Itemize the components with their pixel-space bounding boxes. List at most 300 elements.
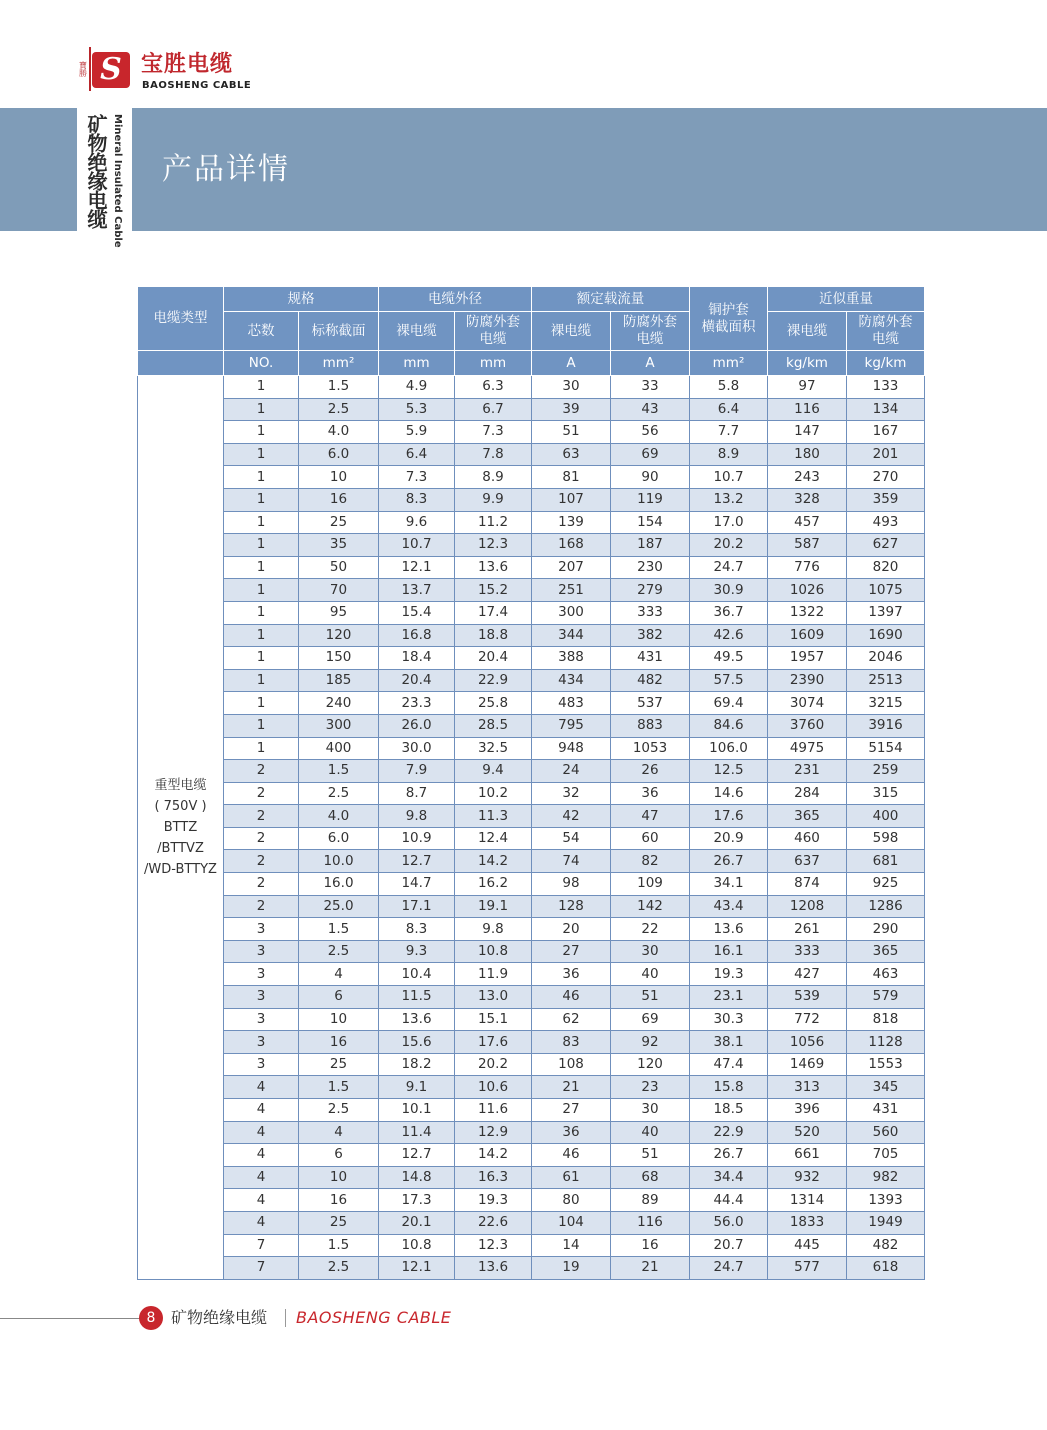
table-cell: 6 xyxy=(299,1144,379,1167)
table-cell: 24 xyxy=(532,760,611,783)
table-cell: 270 xyxy=(847,466,925,489)
table-cell: 11.2 xyxy=(455,511,532,534)
table-cell: 82 xyxy=(611,850,690,873)
table-cell: 3215 xyxy=(847,692,925,715)
table-row xyxy=(138,1008,925,1031)
table-cell: 2046 xyxy=(847,647,925,670)
table-cell: 56 xyxy=(611,421,690,444)
table-cell: 1 xyxy=(224,624,299,647)
table-cell: 15.1 xyxy=(455,1008,532,1031)
table-row xyxy=(138,827,925,850)
table-cell: 16.2 xyxy=(455,873,532,896)
table-cell: 1 xyxy=(224,443,299,466)
table-cell: 24.7 xyxy=(690,1257,768,1280)
table-row xyxy=(138,601,925,624)
table-cell: 1 xyxy=(224,692,299,715)
header-copper-sheath-line2: 横截面积 xyxy=(701,318,756,335)
table-cell: 17.6 xyxy=(690,805,768,828)
table-cell: 19.3 xyxy=(455,1189,532,1212)
table-cell: 92 xyxy=(611,1031,690,1054)
table-cell: 3074 xyxy=(768,692,847,715)
table-cell: 70 xyxy=(299,579,379,602)
table-cell: 147 xyxy=(768,421,847,444)
table-cell: 19 xyxy=(532,1257,611,1280)
table-cell: 883 xyxy=(611,714,690,737)
table-cell: 251 xyxy=(532,579,611,602)
footer-separator xyxy=(285,1309,286,1327)
table-cell: 2.5 xyxy=(299,1257,379,1280)
table-cell: 1 xyxy=(224,398,299,421)
table-cell: 315 xyxy=(847,782,925,805)
table-row xyxy=(138,873,925,896)
table-cell: 32 xyxy=(532,782,611,805)
unit-cell: kg/km xyxy=(847,351,925,376)
table-cell: 577 xyxy=(768,1257,847,1280)
table-cell: 4 xyxy=(299,963,379,986)
table-cell: 463 xyxy=(847,963,925,986)
table-cell: 14.2 xyxy=(455,1144,532,1167)
table-cell: 139 xyxy=(532,511,611,534)
table-cell: 10.7 xyxy=(690,466,768,489)
table-cell: 4975 xyxy=(768,737,847,760)
table-cell: 598 xyxy=(847,827,925,850)
table-cell: 482 xyxy=(847,1234,925,1257)
table-cell: 400 xyxy=(847,805,925,828)
table-cell: 20.9 xyxy=(690,827,768,850)
unit-cell: A xyxy=(532,351,611,376)
table-cell: 9.1 xyxy=(379,1076,455,1099)
table-cell: 30 xyxy=(611,940,690,963)
table-cell: 20.4 xyxy=(379,669,455,692)
unit-cell: mm xyxy=(455,351,532,376)
table-cell: 13.6 xyxy=(455,1257,532,1280)
table-cell: 16 xyxy=(611,1234,690,1257)
table-cell: 3760 xyxy=(768,714,847,737)
table-cell: 22.6 xyxy=(455,1211,532,1234)
table-cell: 4.0 xyxy=(299,805,379,828)
table-cell: 11.4 xyxy=(379,1121,455,1144)
table-cell: 2 xyxy=(224,895,299,918)
table-cell: 167 xyxy=(847,421,925,444)
table-cell: 10 xyxy=(299,466,379,489)
table-row xyxy=(138,1189,925,1212)
table-cell: 17.1 xyxy=(379,895,455,918)
table-row xyxy=(138,714,925,737)
table-cell: 579 xyxy=(847,986,925,1009)
table-row xyxy=(138,1121,925,1144)
table-cell: 2.5 xyxy=(299,398,379,421)
table-cell: 10 xyxy=(299,1166,379,1189)
table-row xyxy=(138,398,925,421)
table-cell: 10.8 xyxy=(379,1234,455,1257)
table-cell: 7.7 xyxy=(690,421,768,444)
logo-seal-text: 寶勝 xyxy=(78,61,88,77)
table-row xyxy=(138,466,925,489)
table-cell: 9.3 xyxy=(379,940,455,963)
table-cell: 133 xyxy=(847,376,925,399)
table-cell: 23.1 xyxy=(690,986,768,1009)
table-cell: 1053 xyxy=(611,737,690,760)
table-cell: 7.9 xyxy=(379,760,455,783)
table-cell: 104 xyxy=(532,1211,611,1234)
table-cell: 12.3 xyxy=(455,534,532,557)
table-cell: 10.7 xyxy=(379,534,455,557)
table-cell: 1075 xyxy=(847,579,925,602)
table-cell: 23 xyxy=(611,1076,690,1099)
spec-table xyxy=(137,286,925,1280)
table-row xyxy=(138,511,925,534)
cable-type-line: /WD-BTTYZ xyxy=(144,861,217,877)
table-cell: 328 xyxy=(768,488,847,511)
table-cell: 4 xyxy=(224,1076,299,1099)
table-cell: 25.0 xyxy=(299,895,379,918)
table-cell: 17.0 xyxy=(690,511,768,534)
header-bare-cable-diameter: 裸电缆 xyxy=(379,312,455,351)
table-cell: 44.4 xyxy=(690,1189,768,1212)
table-cell: 3 xyxy=(224,1008,299,1031)
table-cell: 43.4 xyxy=(690,895,768,918)
table-cell: 1393 xyxy=(847,1189,925,1212)
table-row xyxy=(138,669,925,692)
table-cell: 1322 xyxy=(768,601,847,624)
table-cell: 25 xyxy=(299,1053,379,1076)
table-cell: 445 xyxy=(768,1234,847,1257)
table-cell: 18.2 xyxy=(379,1053,455,1076)
table-cell: 396 xyxy=(768,1099,847,1122)
table-cell: 284 xyxy=(768,782,847,805)
table-cell: 1690 xyxy=(847,624,925,647)
table-cell: 80 xyxy=(532,1189,611,1212)
unit-cell: NO. xyxy=(224,351,299,376)
table-cell: 134 xyxy=(847,398,925,421)
table-cell: 333 xyxy=(768,940,847,963)
table-cell: 6.4 xyxy=(690,398,768,421)
table-cell: 61 xyxy=(532,1166,611,1189)
table-cell: 36.7 xyxy=(690,601,768,624)
table-cell: 34.1 xyxy=(690,873,768,896)
table-cell: 460 xyxy=(768,827,847,850)
table-cell: 8.7 xyxy=(379,782,455,805)
table-cell: 14.6 xyxy=(690,782,768,805)
table-cell: 108 xyxy=(532,1053,611,1076)
table-cell: 43 xyxy=(611,398,690,421)
table-cell: 333 xyxy=(611,601,690,624)
table-cell: 6.0 xyxy=(299,827,379,850)
table-cell: 26 xyxy=(611,760,690,783)
table-cell: 279 xyxy=(611,579,690,602)
header-outer-diameter: 电缆外径 xyxy=(379,287,532,312)
brand-logo-icon xyxy=(92,52,130,88)
footer-divider xyxy=(0,1318,140,1319)
table-cell: 36 xyxy=(611,782,690,805)
table-cell: 201 xyxy=(847,443,925,466)
table-cell: 1026 xyxy=(768,579,847,602)
table-cell: 13.7 xyxy=(379,579,455,602)
table-cell: 9.8 xyxy=(455,918,532,941)
table-cell: 4 xyxy=(224,1121,299,1144)
table-cell: 49.5 xyxy=(690,647,768,670)
table-row xyxy=(138,850,925,873)
table-cell: 1609 xyxy=(768,624,847,647)
table-cell: 10.8 xyxy=(455,940,532,963)
table-cell: 10 xyxy=(299,1008,379,1031)
table-cell: 10.1 xyxy=(379,1099,455,1122)
table-cell: 300 xyxy=(532,601,611,624)
table-cell: 261 xyxy=(768,918,847,941)
table-row xyxy=(138,1031,925,1054)
table-cell: 14 xyxy=(532,1234,611,1257)
table-cell: 180 xyxy=(768,443,847,466)
table-cell: 3 xyxy=(224,963,299,986)
table-row xyxy=(138,782,925,805)
table-row xyxy=(138,376,925,399)
header-sheathed-line2: 电缆 xyxy=(636,331,664,347)
table-row xyxy=(138,421,925,444)
table-cell: 16.0 xyxy=(299,873,379,896)
table-cell: 818 xyxy=(847,1008,925,1031)
table-row xyxy=(138,443,925,466)
table-cell: 60 xyxy=(611,827,690,850)
table-cell: 12.3 xyxy=(455,1234,532,1257)
table-cell: 69 xyxy=(611,1008,690,1031)
table-cell: 1957 xyxy=(768,647,847,670)
table-cell: 20.7 xyxy=(690,1234,768,1257)
table-cell: 98 xyxy=(532,873,611,896)
table-cell: 142 xyxy=(611,895,690,918)
header-bare-cable-weight: 裸电缆 xyxy=(768,312,847,351)
table-cell: 9.9 xyxy=(455,488,532,511)
table-cell: 290 xyxy=(847,918,925,941)
table-cell: 1 xyxy=(224,466,299,489)
table-cell: 344 xyxy=(532,624,611,647)
table-cell: 207 xyxy=(532,556,611,579)
table-cell: 365 xyxy=(847,940,925,963)
table-cell: 230 xyxy=(611,556,690,579)
table-cell: 681 xyxy=(847,850,925,873)
table-cell: 46 xyxy=(532,986,611,1009)
table-cell: 1833 xyxy=(768,1211,847,1234)
table-cell: 107 xyxy=(532,488,611,511)
header-sheathed-line1: 防腐外套 xyxy=(466,314,520,330)
table-cell: 1397 xyxy=(847,601,925,624)
table-cell: 119 xyxy=(611,488,690,511)
table-row xyxy=(138,940,925,963)
table-cell: 50 xyxy=(299,556,379,579)
table-row xyxy=(138,805,925,828)
table-cell: 12.7 xyxy=(379,1144,455,1167)
table-row xyxy=(138,1257,925,1280)
table-cell: 18.8 xyxy=(455,624,532,647)
table-cell: 19.3 xyxy=(690,963,768,986)
table-cell: 17.3 xyxy=(379,1189,455,1212)
table-cell: 13.6 xyxy=(690,918,768,941)
table-cell: 948 xyxy=(532,737,611,760)
table-cell: 30 xyxy=(611,1099,690,1122)
cable-type-line: /BTTVZ xyxy=(157,840,204,856)
table-cell: 14.7 xyxy=(379,873,455,896)
header-nominal-section: 标称截面 xyxy=(299,312,379,351)
header-bare-cable-current: 裸电缆 xyxy=(532,312,611,351)
table-cell: 12.5 xyxy=(690,760,768,783)
table-row xyxy=(138,534,925,557)
units-row xyxy=(138,351,925,376)
table-cell: 705 xyxy=(847,1144,925,1167)
header-cores: 芯数 xyxy=(224,312,299,351)
table-cell: 12.1 xyxy=(379,1257,455,1280)
brand-name-cn: 宝胜电缆 xyxy=(141,52,234,77)
table-cell: 7 xyxy=(224,1234,299,1257)
table-cell: 313 xyxy=(768,1076,847,1099)
cable-type-line: 重型电缆 xyxy=(154,777,207,793)
table-cell: 16 xyxy=(299,488,379,511)
table-cell: 1 xyxy=(224,714,299,737)
table-cell: 932 xyxy=(768,1166,847,1189)
table-cell: 1314 xyxy=(768,1189,847,1212)
table-cell: 4.9 xyxy=(379,376,455,399)
header-copper-sheath-line1: 铜护套 xyxy=(708,301,749,318)
logo-seal xyxy=(77,47,91,91)
table-cell: 11.5 xyxy=(379,986,455,1009)
table-cell: 1.5 xyxy=(299,376,379,399)
table-cell: 38.1 xyxy=(690,1031,768,1054)
table-cell: 20 xyxy=(532,918,611,941)
table-cell: 12.7 xyxy=(379,850,455,873)
table-cell: 27 xyxy=(532,940,611,963)
table-cell: 34.4 xyxy=(690,1166,768,1189)
table-cell: 22.9 xyxy=(455,669,532,692)
table-cell: 2.5 xyxy=(299,782,379,805)
table-cell: 1.5 xyxy=(299,760,379,783)
table-cell: 69.4 xyxy=(690,692,768,715)
table-cell: 187 xyxy=(611,534,690,557)
table-cell: 16.3 xyxy=(455,1166,532,1189)
table-cell: 2 xyxy=(224,805,299,828)
table-cell: 81 xyxy=(532,466,611,489)
table-cell: 26.7 xyxy=(690,1144,768,1167)
table-cell: 4 xyxy=(224,1144,299,1167)
table-cell: 259 xyxy=(847,760,925,783)
table-cell: 68 xyxy=(611,1166,690,1189)
table-cell: 27 xyxy=(532,1099,611,1122)
table-cell: 22 xyxy=(611,918,690,941)
header-sheathed-cable-weight xyxy=(847,312,925,351)
table-row xyxy=(138,1166,925,1189)
table-cell: 8.9 xyxy=(690,443,768,466)
table-cell: 493 xyxy=(847,511,925,534)
table-cell: 1949 xyxy=(847,1211,925,1234)
header-sheathed-cable-current xyxy=(611,312,690,351)
unit-cell: A xyxy=(611,351,690,376)
table-cell: 483 xyxy=(532,692,611,715)
table-cell: 4 xyxy=(224,1099,299,1122)
table-cell: 2.5 xyxy=(299,1099,379,1122)
table-cell: 25.8 xyxy=(455,692,532,715)
table-cell: 116 xyxy=(768,398,847,421)
table-cell: 1 xyxy=(224,534,299,557)
table-row xyxy=(138,963,925,986)
header-sheathed-line1: 防腐外套 xyxy=(858,314,913,330)
table-cell: 25 xyxy=(299,1211,379,1234)
table-cell: 18.4 xyxy=(379,647,455,670)
table-cell: 431 xyxy=(847,1099,925,1122)
header-sheathed-line1: 防腐外套 xyxy=(623,314,677,330)
table-cell: 6 xyxy=(299,986,379,1009)
table-cell: 5154 xyxy=(847,737,925,760)
table-cell: 8.3 xyxy=(379,488,455,511)
table-cell: 874 xyxy=(768,873,847,896)
table-cell: 388 xyxy=(532,647,611,670)
table-cell: 482 xyxy=(611,669,690,692)
table-cell: 1 xyxy=(224,601,299,624)
table-row xyxy=(138,556,925,579)
table-cell: 62 xyxy=(532,1008,611,1031)
table-cell: 1 xyxy=(224,737,299,760)
table-cell: 46 xyxy=(532,1144,611,1167)
footer-title-en: BAOSHENG CABLE xyxy=(296,1308,452,1327)
table-cell: 26.0 xyxy=(379,714,455,737)
table-cell: 1286 xyxy=(847,895,925,918)
table-row xyxy=(138,692,925,715)
table-cell: 16.8 xyxy=(379,624,455,647)
table-cell: 457 xyxy=(768,511,847,534)
table-cell: 42.6 xyxy=(690,624,768,647)
table-cell: 12.9 xyxy=(455,1121,532,1144)
table-cell: 587 xyxy=(768,534,847,557)
page-title: 产品详情 xyxy=(162,152,290,187)
table-cell: 17.4 xyxy=(455,601,532,624)
table-cell: 20.4 xyxy=(455,647,532,670)
table-cell: 2390 xyxy=(768,669,847,692)
brand-name-en: BAOSHENG CABLE xyxy=(142,80,252,91)
table-cell: 51 xyxy=(532,421,611,444)
table-cell: 25 xyxy=(299,511,379,534)
table-cell: 26.7 xyxy=(690,850,768,873)
table-cell: 19.1 xyxy=(455,895,532,918)
table-cell: 1.5 xyxy=(299,1076,379,1099)
table-cell: 33 xyxy=(611,376,690,399)
table-cell: 10.9 xyxy=(379,827,455,850)
table-cell: 30.3 xyxy=(690,1008,768,1031)
table-cell: 150 xyxy=(299,647,379,670)
table-cell: 6.3 xyxy=(455,376,532,399)
brand-logo-letter: S xyxy=(100,52,122,87)
table-cell: 18.5 xyxy=(690,1099,768,1122)
table-cell: 83 xyxy=(532,1031,611,1054)
table-cell: 243 xyxy=(768,466,847,489)
table-cell: 10.0 xyxy=(299,850,379,873)
cable-type-line: BTTZ xyxy=(163,819,198,835)
unit-cell: mm² xyxy=(299,351,379,376)
table-cell: 4 xyxy=(224,1189,299,1212)
table-cell: 56.0 xyxy=(690,1211,768,1234)
table-cell: 15.2 xyxy=(455,579,532,602)
table-cell: 40 xyxy=(611,1121,690,1144)
table-cell: 4 xyxy=(224,1211,299,1234)
table-cell: 982 xyxy=(847,1166,925,1189)
table-cell: 13.0 xyxy=(455,986,532,1009)
table-cell: 560 xyxy=(847,1121,925,1144)
table-cell: 1128 xyxy=(847,1031,925,1054)
table-cell: 10.2 xyxy=(455,782,532,805)
table-cell: 1.5 xyxy=(299,1234,379,1257)
table-cell: 51 xyxy=(611,1144,690,1167)
title-banner xyxy=(0,108,1047,231)
table-cell: 3 xyxy=(224,986,299,1009)
table-cell: 427 xyxy=(768,963,847,986)
table-cell: 17.6 xyxy=(455,1031,532,1054)
table-cell: 20.2 xyxy=(455,1053,532,1076)
table-cell: 240 xyxy=(299,692,379,715)
